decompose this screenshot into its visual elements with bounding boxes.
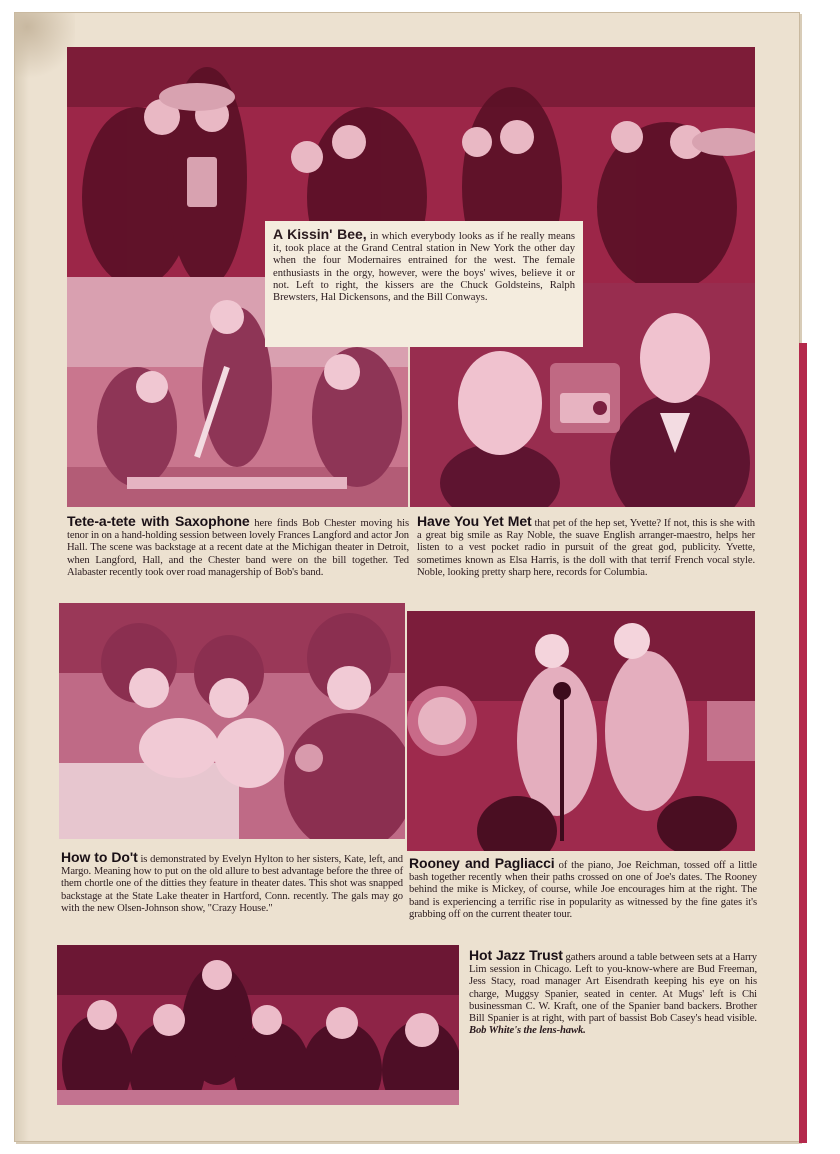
caption-hot-jazz xyxy=(469,949,757,1037)
photo-rooney-microphone xyxy=(407,611,755,851)
caption-lead: Have You Yet Met xyxy=(417,513,532,529)
photo-credit: Bob White's the lens-hawk. xyxy=(469,1025,586,1037)
caption-tete-a-tete xyxy=(67,515,409,579)
cover-edge xyxy=(799,343,807,1143)
caption-text: is demonstrated by Evelyn Hylton to her sisters, Kate, left, and Margo. Meaning how to put on the old allure to best advantage before the three of them chortle one of the ditties they feature in theater dates. This shot was snapped backstage at the State Lake theater in Hartford, Conn. recently. The gals may go with the new Olsen-Johnson show, "Crazy House." xyxy=(61,854,403,914)
caption-lead: A Kissin' Bee, xyxy=(273,226,367,242)
caption-how-to-do xyxy=(61,851,403,915)
caption-text: gathers around a table between sets at a Harry Lim session in Chicago. Left to you-know-where are Bud Freeman, Jess Stacy, road manager Art Eisendrath keeping his eye on his charge, Muggsy Spanier, seated in center. At Mugs' left is Chi businessman C. W. Kraft, one of the Spanier band backers. Brother Bill Spanier is at right, with part of bassist Bob Casey's head visible. xyxy=(469,952,757,1025)
caption-lead: Hot Jazz Trust xyxy=(469,947,563,963)
caption-lead: Rooney and Pagliacci xyxy=(409,855,555,871)
page-spine xyxy=(15,13,29,1141)
caption-rooney xyxy=(409,857,757,921)
caption-text: in which everybody looks as if he really means it, took place at the Grand Central station in New York the other day when the four Modernaires entrained for the west. The female enthusiasts in the orgy, however, were the boys' wives, believe it or not. Left to right, the kissers are the Chuck Goldsteins, Ralph Brewsters, Hal Dickensons, and the Bill Conways. xyxy=(273,231,575,304)
page-stain xyxy=(15,13,75,83)
caption-text: of the piano, Joe Reichman, tossed off a little bash together recently when their paths crossed on one of Joe's dates. The Rooney behind the mike is Mickey, of course, while Joe encourages him at the right. The band is experiencing a terrific rise in popularity as witnessed by the fine gates it's grabbing off on the current theater tour. xyxy=(409,860,757,920)
caption-have-you-met xyxy=(417,515,755,579)
photo-hylton-sisters xyxy=(59,603,405,839)
photo-jazz-table xyxy=(57,945,459,1105)
caption-text: here finds Bob Chester moving his tenor in on a hand-holding session between lovely Frances Langford and actor Jon Hall. The scene was backstage at a recent date at the Michigan theater in Detroit, when Langford, Hall, and the Chester band were on the bill together. Ted Alabaster recently took over road managership of Bob's band. xyxy=(67,518,409,578)
caption-lead: Tete-a-tete with Saxophone xyxy=(67,513,250,529)
caption-kissin-bee xyxy=(265,221,583,347)
caption-text: that pet of the hep set, Yvette? If not, this is she with a great big smile as Ray Noble, the suave English arranger-maestro, helps her listen to a vest pocket radio in pursuit of the great god, publicity. Yvette, sometimes known as Elsa Harris, is the doll with that terrif French vocal style. Noble, looking pretty sharp here, records for Columbia. xyxy=(417,518,755,578)
magazine-page xyxy=(14,12,800,1142)
caption-lead: How to Do't xyxy=(61,849,138,865)
